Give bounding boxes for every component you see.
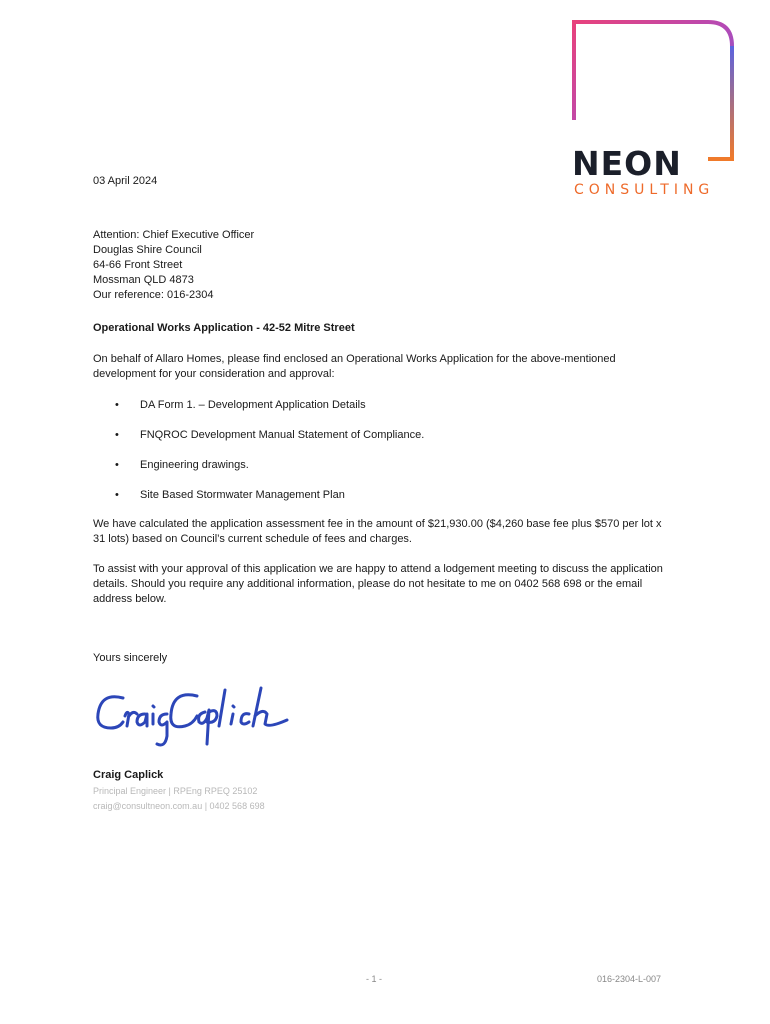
signer-contact: craig@consultneon.com.au | 0402 568 698 — [93, 801, 265, 811]
handwritten-signature — [93, 684, 293, 759]
signer-name: Craig Caplick — [93, 769, 164, 781]
recipient-line: Attention: Chief Executive Officer — [93, 229, 255, 241]
list-item — [93, 398, 424, 428]
list-item — [93, 488, 424, 518]
bullet-icon: • — [115, 489, 119, 501]
letter-date: 03 April 2024 — [93, 175, 158, 187]
list-item — [93, 428, 424, 458]
closing-salutation: Yours sincerely — [93, 652, 168, 664]
page-number: - 1 - — [366, 974, 383, 984]
bullet-icon: • — [115, 399, 119, 411]
recipient-line: Douglas Shire Council — [93, 244, 202, 256]
bullet-icon: • — [115, 429, 119, 441]
letter-subject: Operational Works Application - 42-52 Mitre Street — [93, 322, 355, 334]
document-reference: 016-2304-L-007 — [597, 974, 662, 984]
signature-icon — [93, 684, 293, 754]
list-item-text: FNQROC Development Manual Statement of Compliance. — [140, 429, 425, 441]
logo-tagline: CONSULTING — [574, 182, 715, 198]
fee-paragraph: We have calculated the application assessment fee in the amount of $21,930.00 ($4,260 base fee plus $570 per lot x 31 lots) based on Council’s current schedule of fees and charges. — [93, 518, 662, 545]
list-item-text: DA Form 1. – Development Application Details — [140, 399, 366, 411]
logo-wordmark: NEON — [572, 144, 682, 183]
list-item-text: Site Based Stormwater Management Plan — [140, 489, 345, 501]
enclosure-list — [93, 398, 424, 518]
recipient-line: 64-66 Front Street — [93, 259, 183, 271]
bullet-icon: • — [115, 459, 119, 471]
recipient-address — [93, 228, 254, 303]
list-item-text: Engineering drawings. — [140, 459, 249, 471]
list-item — [93, 458, 424, 488]
meeting-paragraph: To assist with your approval of this application we are happy to attend a lodgement meeting to discuss the application details. Should you require any additional information, please do not hesitate to me on 0402 568 698 or the email address below. — [93, 563, 663, 605]
recipient-line: Mossman QLD 4873 — [93, 274, 194, 286]
intro-paragraph: On behalf of Allaro Homes, please find enclosed an Operational Works Application for the above-mentioned development for your consideration and approval: — [93, 353, 616, 380]
neon-consulting-logo — [568, 16, 738, 198]
recipient-line: Our reference: 016-2304 — [93, 289, 214, 301]
signer-title: Principal Engineer | RPEng RPEQ 25102 — [93, 786, 258, 796]
